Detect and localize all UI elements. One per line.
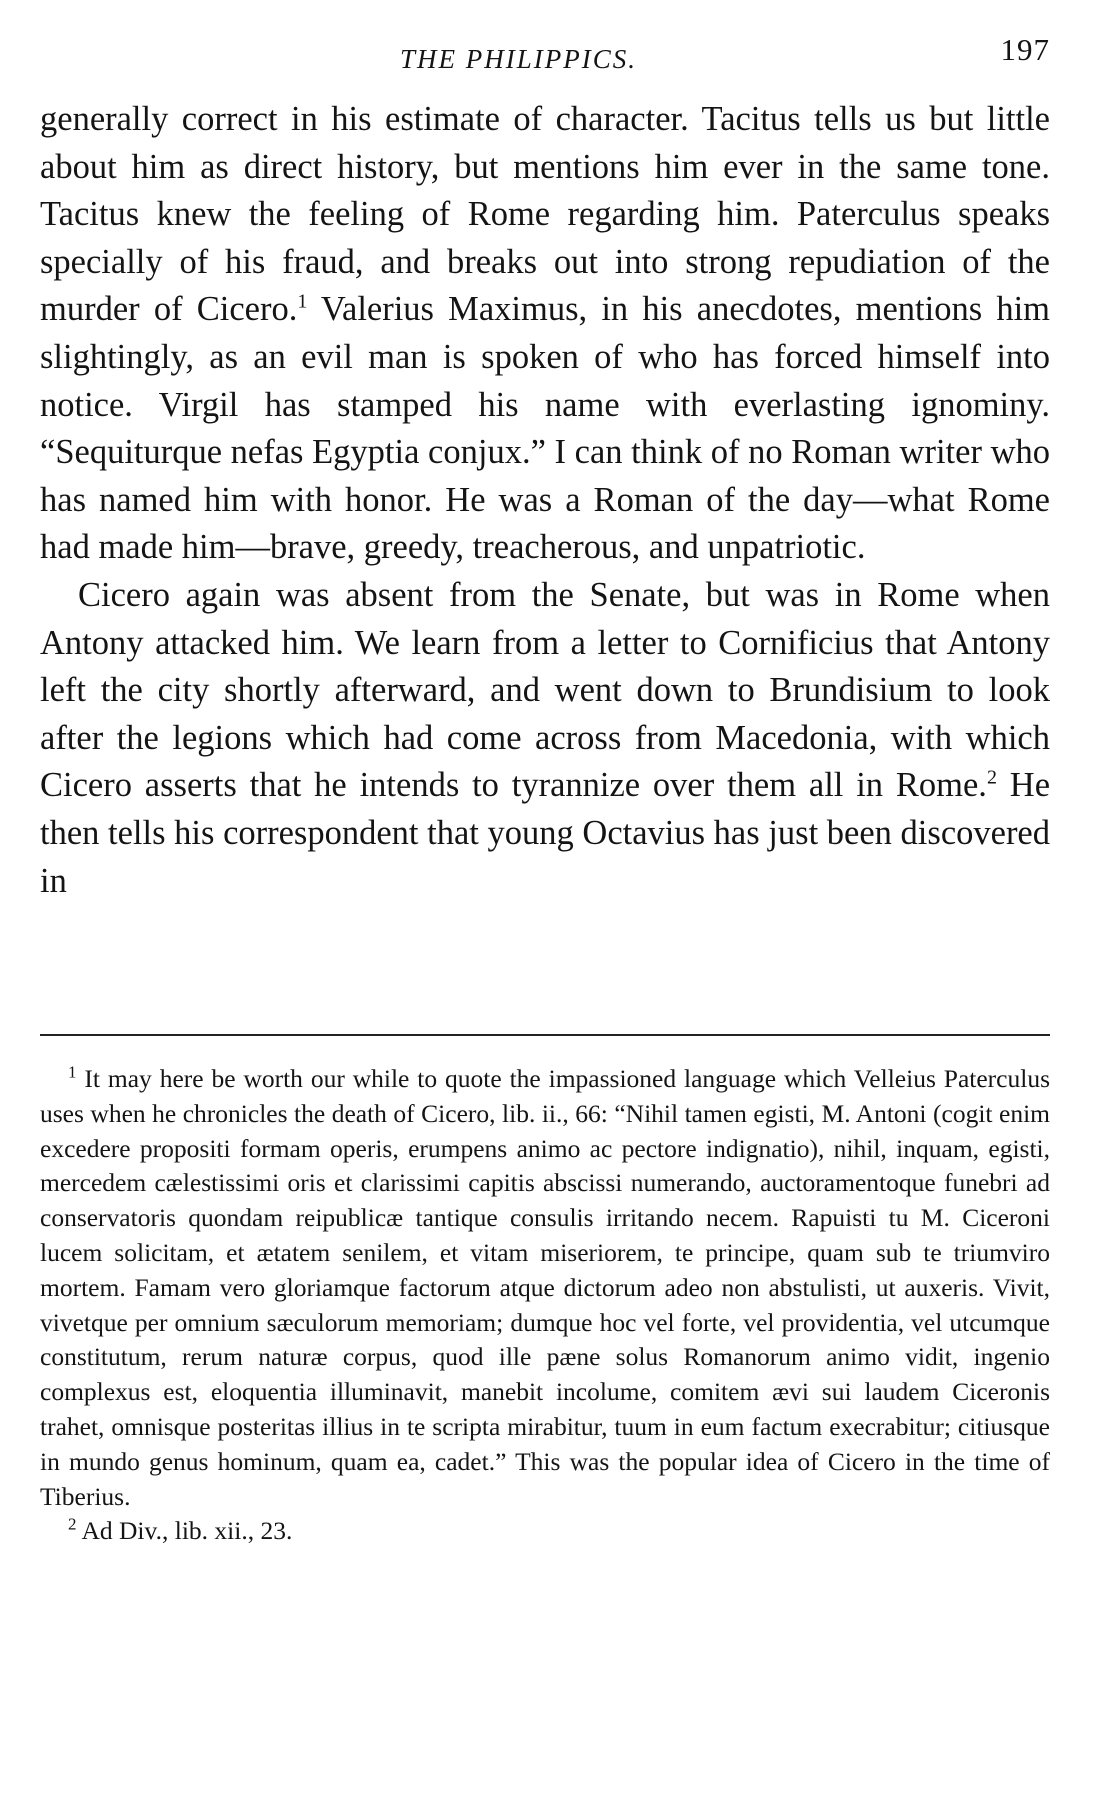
paragraph-1-text-b: Valerius Maximus, in his anecdotes, mentions him slightingly, as an evil man is spoken of who has forced himself into notice. Virgil has stamped his name with everlasting ignominy. “Sequiturque nefas Egyptia conjux.” I can think of no Roman writer who has named him with honor. He was a Roman of the day—what Rome had made him—brave, greedy, treacherous, and unpatriotic. bbox=[40, 290, 1050, 567]
footnotes bbox=[40, 1062, 1050, 1549]
paragraph-1 bbox=[40, 96, 1050, 572]
body-text bbox=[40, 96, 1050, 905]
footnote-ref-2: 2 bbox=[986, 766, 997, 789]
footnote-2-marker: 2 bbox=[68, 1514, 77, 1534]
footnote-1 bbox=[40, 1062, 1050, 1514]
paragraph-1-text-a: generally correct in his estimate of character. Tacitus tells us but little about him as direct history, but mentions him ever in the same tone. Tacitus knew the feeling of Rome regarding him. Paterculus speaks specially of his fraud, and breaks out into strong repudiation of the murder of Cicero. bbox=[40, 100, 1050, 329]
page-number: 197 bbox=[1000, 32, 1050, 67]
footnote-1-marker: 1 bbox=[68, 1062, 77, 1082]
footnote-ref-1: 1 bbox=[297, 290, 308, 313]
footnote-1-text: It may here be worth our while to quote the impassioned language which Velleius Paterculus uses when he chronicles the death of Cicero, lib. ii., 66: “Nihil tamen egisti, M. Antoni (cogit enim excedere propositi formam operis, erumpens animo ac pectore indignatio), nihil, inquam, egisti, mercedem cælestissimi oris et clarissimi capitis abscissi numerando, auctoramentoque funebri ad conservatoris quondam reipublicæ tantique consulis irritando necem. Rapuisti tu M. Ciceroni lucem solicitam, et ætatem senilem, et vitam miseriorem, te principe, quam sub te triumviro mortem. Famam vero gloriamque factorum atque dictorum adeo non abstulisti, ut auxeris. Vivit, vivetque per omnium sæculorum memoriam; dumque hoc vel forte, vel providentia, vel utcumque constitutum, rerum naturæ corpus, quod ille pæne solus Romanorum animo vidit, ingenio complexus est, eloquentia illuminavit, manebit incolume, comitem ævi sui laudem Ciceronis trahet, omnisque posteritas illius in te scripta mirabitur, tuum in eum factum execrabitur; citiusque in mundo genus hominum, quam ea, cadet.” This was the popular idea of Cicero in the time of Tiberius. bbox=[40, 1064, 1050, 1511]
paragraph-2-text-a: Cicero again was absent from the Senate, but was in Rome when Antony attacked him. We learn from a letter to Cornificius that Antony left the city shortly afterward, and went down to Brundisium to look after the legions which had come across from Macedonia, with which Cicero asserts that he intends to tyrannize over them all in Rome. bbox=[40, 575, 1050, 805]
footnote-2-text: Ad Div., lib. xii., 23. bbox=[81, 1516, 293, 1546]
running-title: THE PHILIPPICS. bbox=[400, 44, 637, 74]
paragraph-2-text-b: He then tells his correspondent that young Octavius has just been discovered in bbox=[40, 766, 1051, 900]
paragraph-2 bbox=[40, 572, 1050, 905]
running-head bbox=[40, 28, 1050, 78]
book-page bbox=[40, 0, 1050, 1796]
footnote-2 bbox=[40, 1514, 1050, 1549]
footnote-divider bbox=[40, 1034, 1050, 1036]
